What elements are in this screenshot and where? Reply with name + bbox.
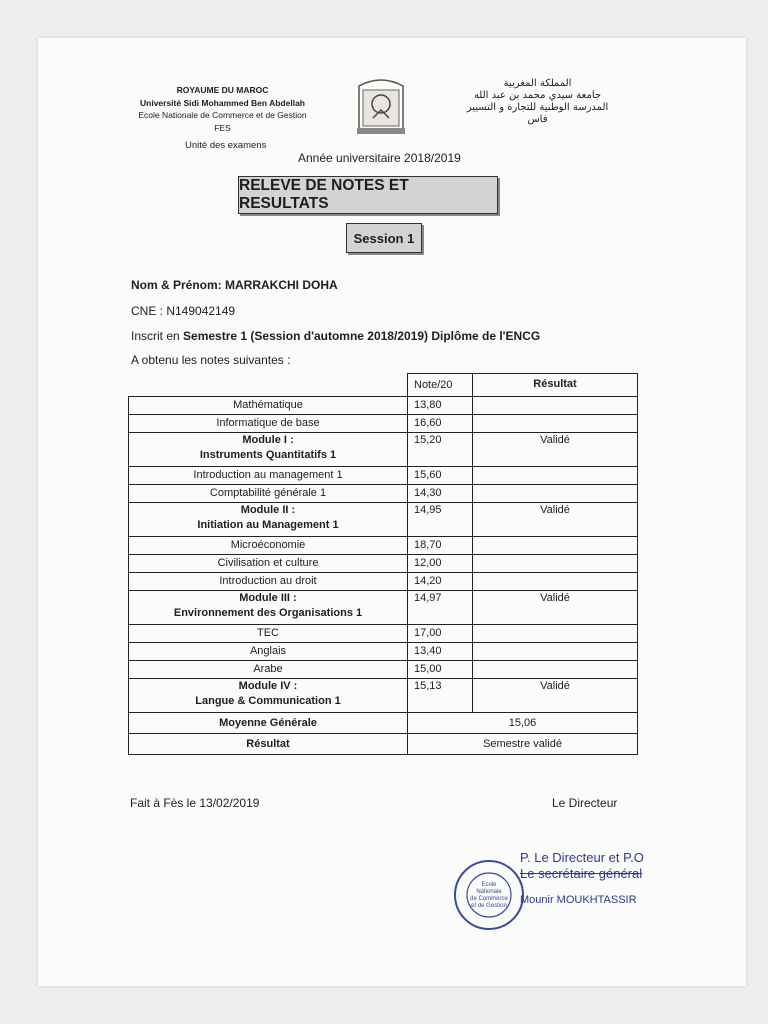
note-cell: 17,00 <box>408 625 473 643</box>
session-label: Session 1 <box>346 223 422 253</box>
module-label <box>129 503 408 537</box>
module-title: Langue & Communication 1 <box>195 695 341 707</box>
enrollment-prefix: Inscrit en <box>131 329 184 343</box>
final-result-label: Résultat <box>129 734 408 755</box>
note-cell: 12,00 <box>408 555 473 573</box>
signature-block <box>520 850 644 908</box>
result-cell: Validé <box>473 679 638 713</box>
course-label: TEC <box>129 625 408 643</box>
kingdom-name: ROYAUME DU MAROC <box>176 85 269 95</box>
result-cell <box>473 467 638 485</box>
module-number: Module III : <box>239 592 297 604</box>
signature-line-1: P. Le Directeur et P.O <box>520 850 644 865</box>
course-row <box>129 485 638 503</box>
course-row <box>129 661 638 679</box>
table-header-row <box>129 374 638 397</box>
place-date: Fait à Fès le 13/02/2019 <box>130 796 260 810</box>
signature-line-2: Le secrétaire général <box>520 866 643 881</box>
result-cell <box>473 415 638 433</box>
average-row <box>129 713 638 734</box>
school-stamp <box>452 858 526 932</box>
average-value: 15,06 <box>408 713 638 734</box>
grades-intro: A obtenu les notes suivantes : <box>131 353 291 367</box>
academic-year: Année universitaire 2018/2019 <box>298 151 461 165</box>
grades-table <box>128 373 638 755</box>
note-cell: 14,30 <box>408 485 473 503</box>
module-row <box>129 679 638 713</box>
city-name-arabic: فاس <box>527 114 548 125</box>
module-label <box>129 591 408 625</box>
final-result-value: Semestre validé <box>408 734 638 755</box>
result-cell <box>473 661 638 679</box>
module-title: Environnement des Organisations 1 <box>173 607 363 619</box>
course-label: Civilisation et culture <box>129 555 408 573</box>
note-cell: 14,20 <box>408 573 473 591</box>
course-label: Introduction au droit <box>129 573 408 591</box>
school-name-arabic: المدرسة الوطنية للتجارة و التسيير <box>466 102 609 113</box>
header-result: Résultat <box>473 374 638 397</box>
signatory-name: Mounir MOUKHTASSIR <box>520 894 637 906</box>
course-row <box>129 537 638 555</box>
school-name: Ecole Nationale de Commerce et de Gestion <box>138 110 307 120</box>
module-row <box>129 503 638 537</box>
note-cell: 18,70 <box>408 537 473 555</box>
course-label: Mathématique <box>129 397 408 415</box>
module-title: Instruments Quantitatifs 1 <box>199 449 337 461</box>
director-label: Le Directeur <box>552 796 618 810</box>
result-cell: Validé <box>473 433 638 467</box>
stamp-text-4: et de Gestion <box>471 903 507 909</box>
document-title: RELEVE DE NOTES ET RESULTATS <box>238 176 498 214</box>
header-note: Note/20 <box>408 374 473 397</box>
note-cell: 15,13 <box>408 679 473 713</box>
average-label: Moyenne Générale <box>129 713 408 734</box>
module-number: Module I : <box>242 434 294 446</box>
note-cell: 15,60 <box>408 467 473 485</box>
university-name: Université Sidi Mohammed Ben Abdellah <box>140 97 305 108</box>
header-right-arabic <box>455 78 620 126</box>
name-label: Nom & Prénom: <box>131 278 226 292</box>
header-blank-cell <box>129 374 408 397</box>
university-name-arabic: جامعة سيدي محمد بن عبد الله <box>473 90 602 101</box>
course-label: Microéconomie <box>129 537 408 555</box>
course-row <box>129 467 638 485</box>
result-cell <box>473 537 638 555</box>
course-label: Informatique de base <box>129 415 408 433</box>
header-left <box>130 84 315 134</box>
course-label: Introduction au management 1 <box>129 467 408 485</box>
stamp-text-2: Nationale <box>476 889 502 895</box>
result-cell <box>473 555 638 573</box>
note-cell: 13,80 <box>408 397 473 415</box>
note-cell: 15,00 <box>408 661 473 679</box>
stamp-text-3: de Commerce <box>470 896 508 902</box>
course-row <box>129 397 638 415</box>
course-label: Anglais <box>129 643 408 661</box>
note-cell: 15,20 <box>408 433 473 467</box>
module-title: Initiation au Management 1 <box>197 519 339 531</box>
course-row <box>129 573 638 591</box>
stamp-text-1: Ecole <box>481 882 497 888</box>
final-result-row <box>129 734 638 755</box>
result-cell <box>473 485 638 503</box>
note-cell: 14,95 <box>408 503 473 537</box>
result-cell: Validé <box>473 591 638 625</box>
note-cell: 14,97 <box>408 591 473 625</box>
kingdom-name-arabic: المملكة المغربية <box>503 78 572 89</box>
course-row <box>129 625 638 643</box>
enrollment-line <box>131 329 540 343</box>
enrollment-detail: Semestre 1 (Session d'automne 2018/2019) Diplôme de l'ENCG <box>183 329 541 343</box>
result-cell <box>473 625 638 643</box>
course-label: Arabe <box>129 661 408 679</box>
result-cell: Validé <box>473 503 638 537</box>
result-cell <box>473 397 638 415</box>
module-number: Module IV : <box>238 680 298 692</box>
student-cne: CNE : N149042149 <box>131 304 236 318</box>
module-label <box>129 433 408 467</box>
student-name-line <box>131 278 338 292</box>
note-cell: 13,40 <box>408 643 473 661</box>
city-name: FES <box>214 122 231 133</box>
module-label <box>129 679 408 713</box>
course-label: Comptabilité générale 1 <box>129 485 408 503</box>
exam-unit: Unité des examens <box>185 140 267 151</box>
university-crest-logo <box>353 72 409 138</box>
student-name: MARRAKCHI DOHA <box>225 278 338 292</box>
course-row <box>129 643 638 661</box>
note-cell: 16,60 <box>408 415 473 433</box>
result-cell <box>473 643 638 661</box>
course-row <box>129 555 638 573</box>
module-row <box>129 433 638 467</box>
course-row <box>129 415 638 433</box>
module-number: Module II : <box>240 504 296 516</box>
module-row <box>129 591 638 625</box>
result-cell <box>473 573 638 591</box>
